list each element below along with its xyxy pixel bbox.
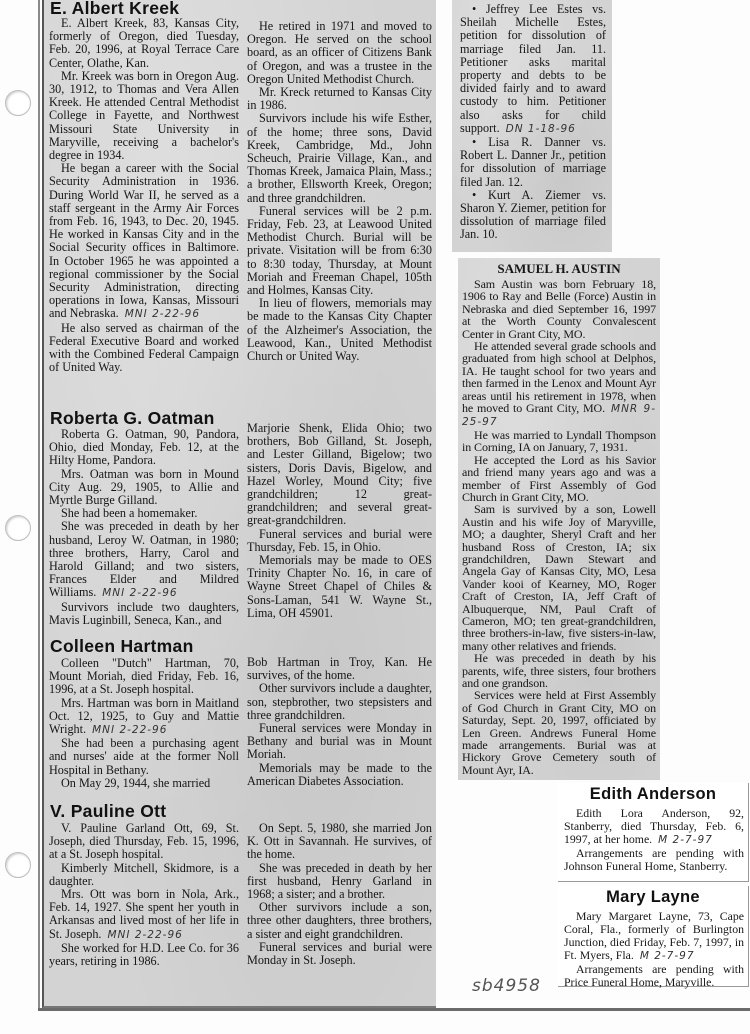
punch-hole bbox=[5, 852, 31, 878]
paragraph bbox=[564, 807, 744, 847]
handwritten-date-note: M 2-7-97 bbox=[658, 834, 713, 847]
paragraph-text: Mr. Kreck returned to Kansas City in 1986. bbox=[247, 85, 432, 113]
paragraph-text: V. Pauline Garland Ott, 69, St. Joseph, died Thursday, Feb. 15, 1996, at a St. Joseph hospital. bbox=[49, 821, 239, 862]
paragraph bbox=[462, 278, 656, 340]
obituary-heading-austin: SAMUEL H. AUSTIN bbox=[497, 261, 621, 276]
handwritten-date-note: MNI 2-22-96 bbox=[102, 587, 178, 600]
paragraph-text: Mr. Kreek was born in Oregon Aug. 30, 1912, to Thomas and Vera Allen Kreek. He attended Central Methodist College in Fayette, and Northwest Missouri State University in Maryville, receiving a bachelor's degree in 1934. bbox=[49, 68, 239, 163]
paragraph bbox=[49, 601, 239, 627]
paragraph bbox=[247, 862, 432, 902]
dissolution-notices bbox=[460, 3, 606, 242]
page-edge bbox=[38, 1008, 750, 1011]
paragraph bbox=[49, 468, 239, 508]
paragraph-text: He was preceded in death by his parents, wife, three sisters, four brothers and one grandson. bbox=[462, 651, 656, 690]
obituary-heading-kreek: E. Albert Kreek bbox=[50, 0, 180, 18]
dissolution-notices-clipping bbox=[452, 0, 612, 252]
paragraph bbox=[247, 205, 432, 297]
obituary-heading-ott: V. Pauline Ott bbox=[50, 801, 167, 821]
paragraph bbox=[462, 503, 656, 652]
paragraph-text: Arrangements are pending with Price Funeral Home, Maryville. bbox=[564, 962, 744, 990]
paragraph bbox=[247, 20, 432, 86]
right-clippings-stack bbox=[458, 258, 750, 990]
paragraph bbox=[462, 689, 656, 776]
paragraph-text: Memorials may be made to OES Trinity Chapter No. 16, in care of Wayne Street Chapel of Chiles & Sons-Laman, 541 W. Wayne St., Lima, OH 45901. bbox=[247, 553, 432, 620]
paragraph-text: Survivors include his wife Esther, of the home; three sons, David Kreek, Cambridge, Md., John Scheuch, Prairie Village, Kan., and Thomas Kreek, Jamaica Plain, Mass.; a brother, Ellsworth Kreek, Oregon; and three grandchildren. bbox=[247, 111, 432, 205]
paragraph-text: Mrs. Ott was born in Nola, Ark., Feb. 14, 1927. She spent her youth in Arkansas and lived most of her life in St. Joseph. bbox=[49, 887, 239, 941]
obituary-heading-anderson: Edith Anderson bbox=[589, 785, 717, 804]
paragraph-text: In lieu of flowers, memorials may be made to the Kansas City Chapter of the Alzheimer's Association, the Leawood, Kan., United Methodist Church or United Way. bbox=[247, 296, 432, 364]
paragraph bbox=[49, 862, 239, 888]
paragraph-text: • Kurt A. Ziemer vs. Sharon Y. Ziemer, petition for dissolution of marriage filed Jan. 10. bbox=[460, 187, 606, 242]
paragraph-text: He began a career with the Social Security Administration in 1936. During World War II, he served as a staff sergeant in the Army Air Forces from Feb. 16, 1943, to Dec. 20, 1945. He worked in Kansas City and in the Social Security offices in Baltimore. In October 1965 he was appointed a regional commissioner by the Social Security Administration, directing operations in Iowa, Kansas, Missouri and Nebraska. bbox=[49, 161, 239, 321]
paragraph bbox=[247, 941, 432, 967]
paragraph bbox=[49, 17, 239, 70]
layne-obituary-clipping bbox=[558, 886, 749, 990]
paragraph bbox=[49, 322, 239, 375]
handwritten-date-note: MNI 2-22-96 bbox=[107, 928, 183, 941]
paragraph-text: Other survivors include a daughter, son, stepbrother, two stepsisters and three grandchildren. bbox=[247, 681, 432, 722]
paragraph bbox=[247, 722, 432, 762]
paragraph-text: Memorials may be made to the American Diabetes Association. bbox=[247, 760, 432, 788]
page-edge bbox=[38, 0, 40, 1010]
paragraph bbox=[247, 656, 432, 682]
paragraph-text: She had been a homemaker. bbox=[61, 506, 198, 521]
paragraph bbox=[247, 86, 432, 112]
paragraph bbox=[564, 963, 744, 989]
paragraph bbox=[49, 942, 239, 968]
obituary-heading-hartman: Colleen Hartman bbox=[50, 636, 194, 656]
paragraph-text: Survivors include two daughters, Mavis Luginbill, Seneca, Kan., and bbox=[49, 599, 239, 627]
ott-column-2 bbox=[247, 822, 432, 967]
paragraph bbox=[247, 422, 432, 528]
paragraph-text: Mrs. Oatman was born in Mound City Aug. 29, 1905, to Allie and Myrtle Burge Gilland. bbox=[49, 466, 239, 508]
anderson-body bbox=[564, 807, 744, 873]
paragraph bbox=[247, 822, 432, 862]
paragraph bbox=[564, 847, 744, 873]
paragraph-text: On Sept. 5, 1980, she married Jon K. Ott in Savannah. He survives, of the home. bbox=[247, 821, 432, 862]
paragraph bbox=[49, 162, 239, 321]
paragraph bbox=[49, 428, 239, 468]
paragraph-text: E. Albert Kreek, 83, Kansas City, formerly of Oregon, died Tuesday, Feb. 20, 1996, at Royal Terrace Care Center, Olathe, Kan. bbox=[49, 16, 239, 70]
kreek-column-2 bbox=[247, 20, 432, 363]
layne-body bbox=[564, 910, 744, 989]
austin-obituary-clipping bbox=[458, 258, 660, 780]
punch-hole bbox=[5, 515, 31, 541]
paragraph bbox=[247, 554, 432, 620]
kreek-column-1 bbox=[49, 17, 239, 374]
handwritten-date-note: DN 1-18-96 bbox=[505, 122, 576, 135]
paragraph bbox=[247, 112, 432, 204]
paragraph-text: Funeral services and burial were Monday in St. Joseph. bbox=[247, 939, 432, 968]
paragraph-text: She worked for H.D. Lee Co. for 36 years, retiring in 1986. bbox=[49, 940, 239, 969]
paragraph bbox=[460, 189, 606, 242]
handwritten-date-note: MNR 9-25-97 bbox=[462, 403, 656, 429]
paragraph-text: Arrangements are pending with Johnson Funeral Home, Stanberry. bbox=[564, 846, 744, 874]
hartman-column-2 bbox=[247, 656, 432, 788]
paragraph-text: On May 29, 1944, she married bbox=[61, 775, 211, 790]
paragraph-text: Marjorie Shenk, Elida Ohio; two brothers, Bob Gilland, St. Joseph, and Lester Gilland, Bigelow; two sisters, Doris Davis, Bigelow, and Hazel Worley, Mound City; five grandchildren; 12 great-grandchildren; and several great-great-grandchildren. bbox=[247, 421, 432, 528]
paragraph-text: He attended several grade schools and graduated from high school at Delphos, IA. He taught school for two years and then farmed in the Lenox and Mount Ayr areas until his retirement in 1978, when he moved to Grant City, MO. bbox=[462, 339, 656, 416]
punch-hole bbox=[5, 90, 31, 116]
paragraph-text: She had been a purchasing agent and nurses' aide at the former Noll Hospital in Bethany. bbox=[49, 736, 239, 777]
austin-body bbox=[462, 278, 656, 776]
paragraph bbox=[49, 888, 239, 942]
obituary-heading-layne: Mary Layne bbox=[606, 888, 700, 907]
paragraph-text: Bob Hartman in Troy, Kan. He survives, of the home. bbox=[247, 655, 432, 683]
obituaries-clipping bbox=[42, 0, 436, 1008]
paragraph bbox=[49, 822, 239, 862]
paragraph-text: Services were held at First Assembly of God Church in Grant City, MO on Saturday, Sept. 20, 1997, officiated by Len Green. Andrews Funeral Home made arrangements. Burial was at Hickory Grove Cemetery south of Mount Ayr, IA. bbox=[462, 688, 656, 777]
paragraph-text: Other survivors include a son, three other daughters, three brothers, a sister and eight grandchildren. bbox=[247, 900, 432, 941]
anderson-obituary-clipping bbox=[558, 783, 749, 882]
paragraph-text: She was preceded in death by her first husband, Henry Garland in 1968; a sister; and a brother. bbox=[247, 860, 432, 902]
handwritten-date-note: M 2-7-97 bbox=[639, 950, 695, 963]
paragraph bbox=[462, 340, 656, 429]
paragraph-text: He retired in 1971 and moved to Oregon. He served on the school board, as an officer of Citizens Bank of Oregon, and was a trustee in the Oregon United Methodist Church. bbox=[247, 19, 432, 86]
handwritten-date-note: MNI 2-22-96 bbox=[92, 724, 168, 737]
ott-column-1 bbox=[49, 822, 239, 968]
paragraph bbox=[49, 697, 239, 738]
paragraph-text: Colleen "Dutch" Hartman, 70, Mount Moriah, died Friday, Feb. 16, 1996, at a St. Joseph hospital. bbox=[49, 656, 239, 697]
paragraph-text: Funeral services were Monday in Bethany and burial was in Mount Moriah. bbox=[247, 721, 432, 762]
paragraph bbox=[247, 297, 432, 363]
paragraph bbox=[564, 910, 744, 963]
paragraph-text: Mrs. Hartman was born in Maitland Oct. 12, 1925, to Guy and Mattie Wright. bbox=[49, 695, 239, 737]
paragraph-text: Kimberly Mitchell, Skidmore, is a daughter. bbox=[49, 860, 239, 888]
paragraph-text: Mary Margaret Layne, 73, Cape Coral, Fla., formerly of Burlington Junction, died Friday, Feb. 7, 1997, in Ft. Myers, Fla. bbox=[564, 909, 744, 963]
paragraph bbox=[49, 520, 239, 600]
paragraph bbox=[462, 454, 656, 504]
oatman-column-1 bbox=[49, 428, 239, 627]
paragraph-text: Funeral services and burial were Thursday, Feb. 15, in Ohio. bbox=[247, 526, 432, 554]
paragraph bbox=[49, 737, 239, 777]
paragraph-text: Edith Lora Anderson, 92, Stanberry, died Thursday, Feb. 6, 1997, at her home. bbox=[564, 806, 744, 847]
paragraph-text: Sam Austin was born February 18, 1906 to Ray and Belle (Force) Austin in Nebraska and died September 16, 1997 at the Worth County Convalescent Center in Grant City, MO. bbox=[462, 277, 656, 341]
oatman-column-2 bbox=[247, 422, 432, 620]
paragraph bbox=[460, 136, 606, 189]
paragraph-text: He accepted the Lord as his Savior and friend many years ago and was a member of First Assembly of God Church in Grant City, MO. bbox=[462, 452, 656, 504]
paragraph-text: She was preceded in death by her husband, Leroy W. Oatman, in 1980; three brothers, Harry, Carol and Harold Gilland; and two sisters, Frances Elder and Mildred Williams. bbox=[49, 519, 239, 600]
obituary-heading-oatman: Roberta G. Oatman bbox=[50, 408, 215, 428]
hartman-column-1 bbox=[49, 657, 239, 790]
paragraph bbox=[247, 901, 432, 941]
paragraph-text: • Lisa R. Danner vs. Robert L. Danner Jr., petition for dissolution of marriage filed Jan. 12. bbox=[460, 135, 606, 189]
paragraph bbox=[462, 652, 656, 689]
paragraph-text: Funeral services will be 2 p.m. Friday, Feb. 23, at Leawood United Methodist Church. Burial will be private. Visitation will be from 6:30 to 8:30 today, Thursday, at Mount Moriah and Freeman Chapel, 105th and Holmes, Kansas City. bbox=[247, 203, 432, 298]
paragraph bbox=[462, 429, 656, 454]
paragraph bbox=[49, 777, 239, 790]
paragraph-text: He was married to Lyndall Thompson in Corning, IA on January, 7, 1931. bbox=[462, 427, 656, 455]
paragraph bbox=[247, 528, 432, 554]
handwritten-date-note: MNI 2-22-96 bbox=[124, 308, 201, 321]
paragraph bbox=[247, 682, 432, 722]
catalog-number-handwritten: sb4958 bbox=[472, 976, 541, 996]
paragraph-text: Sam is survived by a son, Lowell Austin and his wife Joy of Maryville, MO; a daughter, Sheryl Craft and her husband Ross of Creston, IA; six grandchildren, Dawn Stewart and Angela Gay of Kansas City, MO, Lesa Vander kooi of Kearney, MO, Roger Craft of Creston, IA, Jeff Craft of Albuquerque, NM, Paul Craft of Cameron, MO; ten great-grandchildren, three brothers-in-law, five sisters-in-law, many other relatives and friends. bbox=[462, 502, 656, 653]
paragraph-text: • Jeffrey Lee Estes vs. Sheilah Michelle Estes, petition for dissolution of marriage filed Jan. 11. Petitioner asks marital property and debts to be divided fairly and to award custody to him. Petitioner also asks for child support. bbox=[460, 2, 606, 135]
paragraph-text: He also served as chairman of the Federal Executive Board and worked with the Combined Federal Campaign of United Way. bbox=[49, 320, 239, 375]
paragraph bbox=[247, 762, 432, 788]
paragraph-text: Roberta G. Oatman, 90, Pandora, Ohio, died Monday, Feb. 12, at the Hilty Home, Pandora. bbox=[49, 427, 239, 468]
paragraph bbox=[49, 70, 239, 162]
paragraph bbox=[49, 657, 239, 697]
paragraph bbox=[460, 3, 606, 136]
